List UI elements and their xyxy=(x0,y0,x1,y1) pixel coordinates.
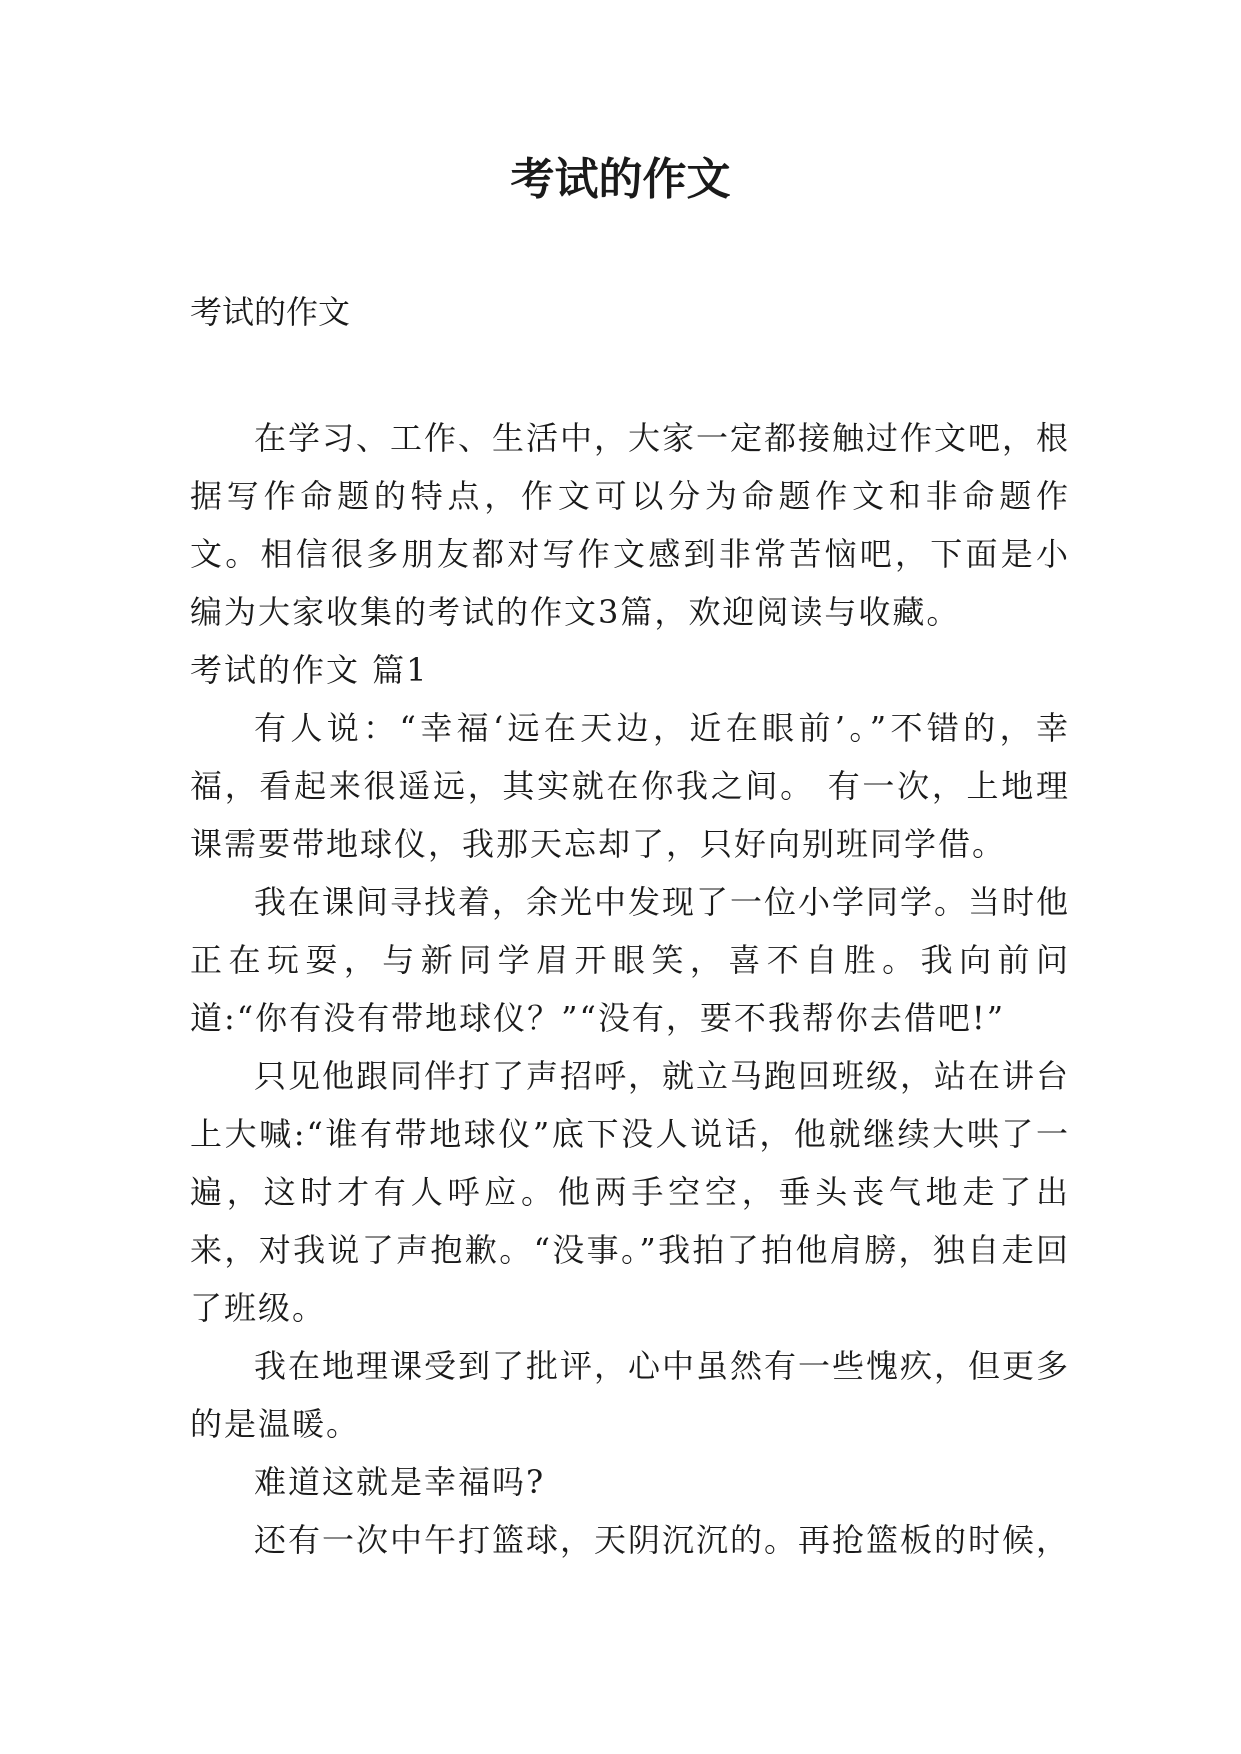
paragraph: 我在课间寻找着，余光中发现了一位小学同学。当时他正在玩耍，与新同学眉开眼笑，喜不自胜。我向前问道:“你有没有带地球仪？”“没有，要不我帮你去借吧!” xyxy=(190,883,1071,1037)
document-subtitle: 考试的作文 xyxy=(190,293,351,331)
paragraph: 只见他跟同伴打了声招呼，就立马跑回班级，站在讲台上大喊:“谁有带地球仪”底下没人说话，他就继续大哄了一遍，这时才有人呼应。他两手空空，垂头丧气地走了出来，对我说了声抱歉。“没事。”我拍了拍他肩膀，独自走回了班级。 xyxy=(190,1057,1071,1327)
section-heading: 考试的作文 篇1 xyxy=(190,651,429,689)
intro-paragraph: 在学习、工作、生活中，大家一定都接触过作文吧，根据写作命题的特点，作文可以分为命题作文和非命题作文。相信很多朋友都对写作文感到非常苦恼吧，下面是小编为大家收集的考试的作文3篇，欢迎阅读与收藏。 xyxy=(190,419,1071,631)
paragraph: 我在地理课受到了批评，心中虽然有一些愧疚，但更多的是温暖。 xyxy=(190,1347,1071,1443)
paragraph: 还有一次中午打篮球，天阴沉沉的。再抢篮板的时候， xyxy=(254,1521,1071,1559)
paragraph: 有人说：“幸福‘远在天边，近在眼前’。”不错的，幸福，看起来很遥远，其实就在你我之间。 有一次，上地理课需要带地球仪，我那天忘却了，只好向别班同学借。 xyxy=(190,709,1070,863)
document-body xyxy=(190,409,1070,1569)
document-title: 考试的作文 xyxy=(510,154,731,205)
paragraph: 难道这就是幸福吗? xyxy=(254,1463,546,1501)
